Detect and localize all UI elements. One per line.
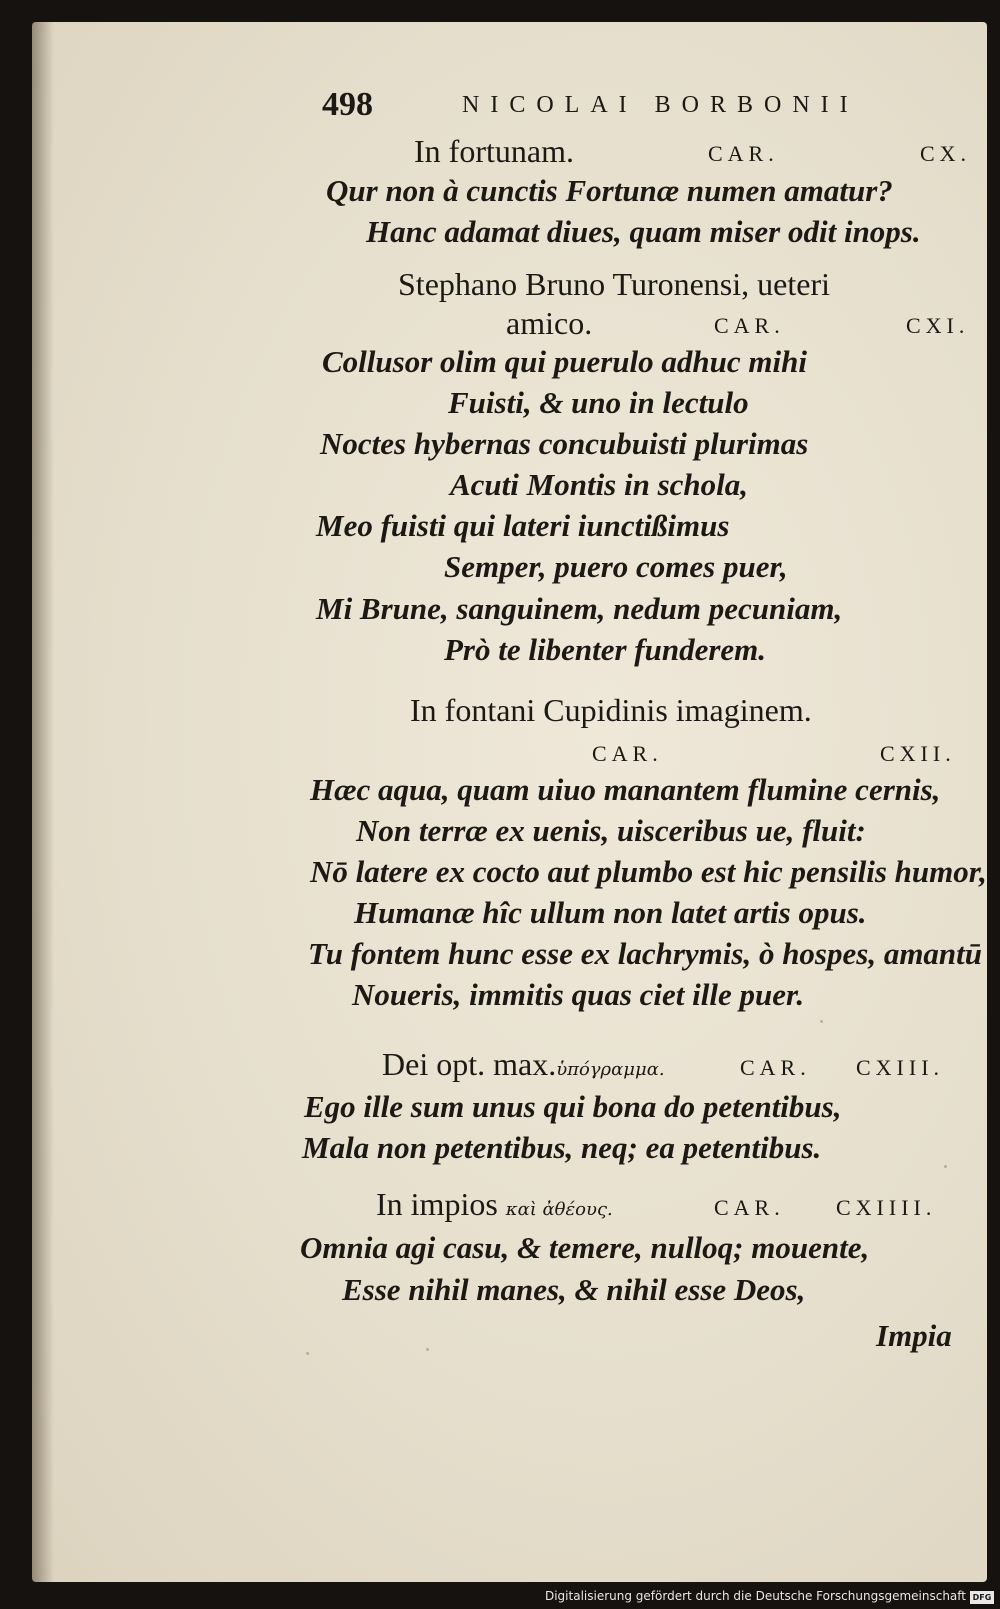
verse-line: Ego ille sum unus qui bona do petentibus, <box>304 1089 842 1124</box>
poem-title: In fontani Cupidinis imaginem. <box>410 692 812 728</box>
verse-line: Non terræ ex uenis, uisceribus ue, fluit: <box>356 813 866 848</box>
page-number: 498 <box>322 86 373 123</box>
verse-line: Humanæ hîc ullum non latet artis opus. <box>354 895 867 930</box>
verse-line: Omnia agi casu, & temere, nulloq; mouente, <box>300 1230 870 1265</box>
greek-title-word: καὶ ἀθέους. <box>505 1199 613 1220</box>
verse-line: Esse nihil manes, & nihil esse Deos, <box>342 1272 806 1307</box>
poem-title: amico. <box>506 305 593 341</box>
poem-title-text: Dei opt. max. <box>382 1046 557 1082</box>
carmen-label: CAR. <box>714 313 785 338</box>
verse-line: Semper, puero comes puer, <box>444 549 788 584</box>
carmen-label: CAR. <box>708 141 779 166</box>
carmen-number: CXIII. <box>856 1055 945 1080</box>
page-gutter-shadow <box>32 22 54 1582</box>
verse-line: Hanc adamat diues, quam miser odit inops. <box>366 214 921 249</box>
verse-line: Qur non à cunctis Fortunæ numen amatur? <box>326 173 893 208</box>
verse-line: Noctes hybernas concubuisti plurimas <box>320 426 809 461</box>
verse-line: Acuti Montis in schola, <box>450 467 749 502</box>
poem-title <box>376 1186 613 1223</box>
running-title: NICOLAI BORBONII <box>462 92 859 118</box>
carmen-label: CAR. <box>592 741 663 766</box>
catchword: Impia <box>876 1318 952 1353</box>
paper-speck <box>426 1348 429 1351</box>
verse-line: Meo fuisti qui lateri iunctißimus <box>316 508 730 543</box>
verse-line: Noueris, immitis quas ciet ille puer. <box>352 977 805 1012</box>
carmen-number: CX. <box>920 141 972 166</box>
poem-title: In fortunam. <box>414 133 574 169</box>
verse-line: Nō latere ex cocto aut plumbo est hic pensilis humor, <box>310 854 987 889</box>
verse-line: Mala non petentibus, neq; ea petentibus. <box>302 1130 822 1165</box>
dfg-logo-icon: DFG <box>970 1591 994 1604</box>
carmen-number: CXI. <box>906 313 970 338</box>
poem-title-text: In impios <box>376 1186 498 1222</box>
greek-title-word: ὑπόγραμμα. <box>556 1059 665 1080</box>
paper-speck <box>944 1165 947 1168</box>
carmen-label: CAR. <box>714 1195 785 1220</box>
paper-speck <box>820 1020 823 1023</box>
verse-line: Prò te libenter funderem. <box>444 632 767 667</box>
carmen-number: CXII. <box>880 741 956 766</box>
verse-line: Tu fontem hunc esse ex lachrymis, ò hospes, amantū <box>308 936 983 971</box>
verse-line: Collusor olim qui puerulo adhuc mihi <box>322 344 807 379</box>
poem-title <box>382 1046 665 1083</box>
carmen-label: CAR. <box>740 1055 811 1080</box>
verse-line: Mi Brune, sanguinem, nedum pecuniam, <box>316 591 843 626</box>
poem-title: Stephano Bruno Turonensi, ueteri <box>398 266 830 302</box>
digitization-credit: Digitalisierung gefördert durch die Deutsche Forschungsgemeinschaft <box>544 1589 966 1603</box>
verse-line: Hæc aqua, quam uiuo manantem flumine cernis, <box>310 772 941 807</box>
verse-line: Fuisti, & uno in lectulo <box>448 385 749 420</box>
carmen-number: CXIIII. <box>836 1195 937 1220</box>
paper-speck <box>306 1352 309 1355</box>
